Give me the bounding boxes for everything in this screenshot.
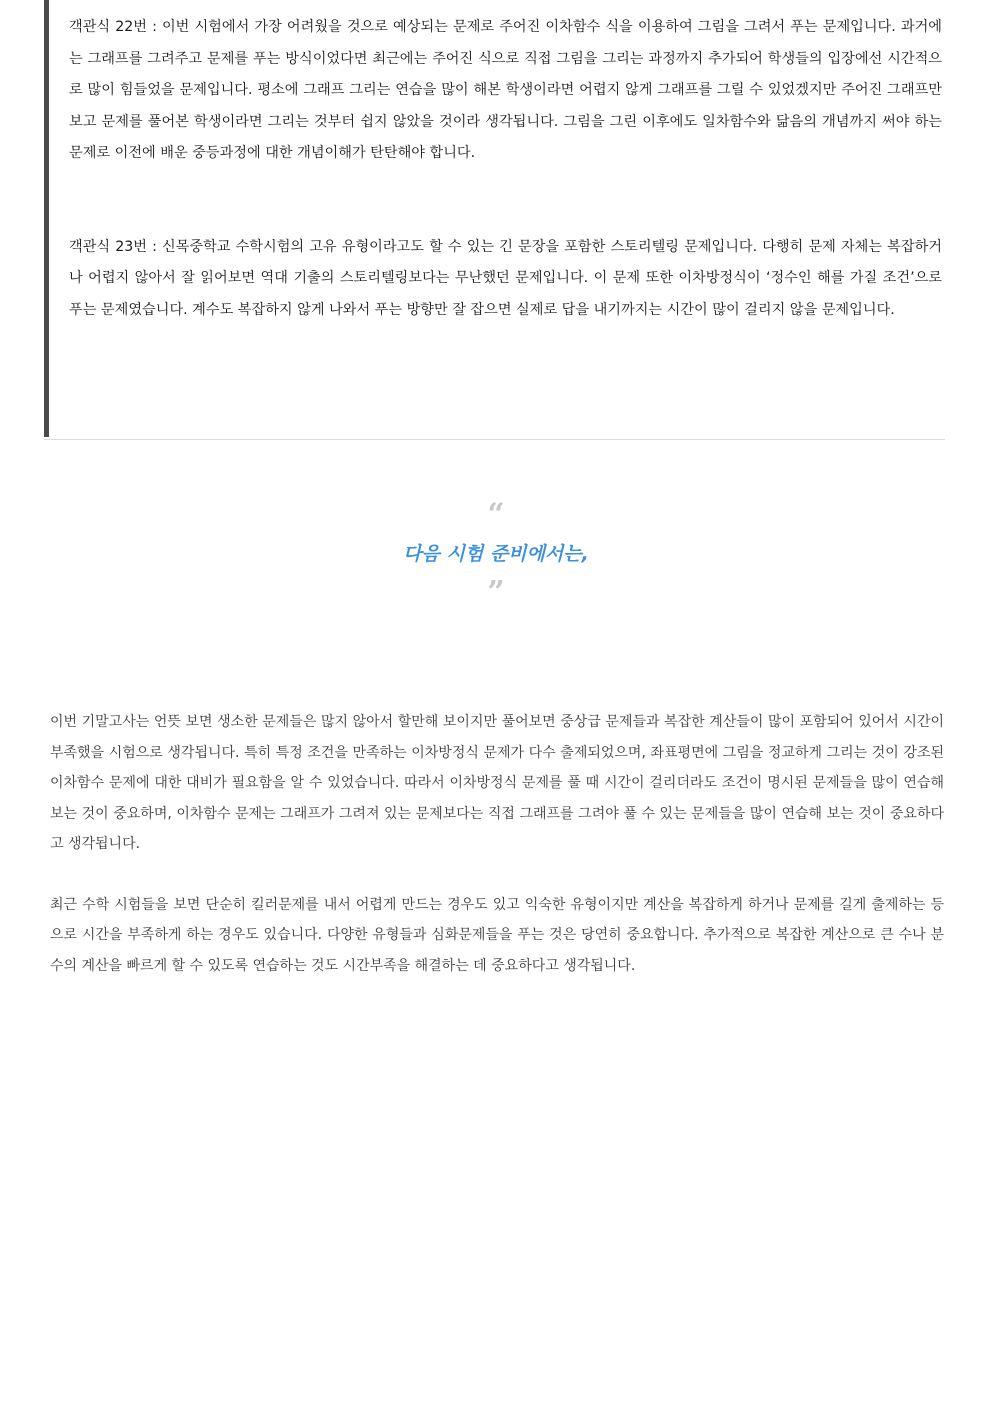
- question-22-analysis: 객관식 22번 : 이번 시험에서 가장 어려웠을 것으로 예상되는 문제로 주어진 이차함수 식을 이용하여 그림을 그려서 푸는 문제입니다. 과거에는 그래프를 그려주고 문제를 푸는 방식이었다면 최근에는 주어진 식으로 직접 그림을 그리는 과정까지 추가되어 학생들의 입장에선 시간적으로 많이 힘들었을 문제입니다. 평소에 그래프 그리는 연습을 많이 해본 학생이라면 어렵지 않게 그래프를 그릴 수 있었겠지만 주어진 그래프만 보고 문제를 풀어본 학생이라면 그리는 것부터 쉽지 않았을 것이라 생각됩니다. 그림을 그린 이후에도 일차함수와 닮음의 개념까지 써야 하는 문제로 이전에 배운 중등과정에 대한 개념이해가 탄탄해야 합니다.: [69, 19, 942, 161]
- study-advice-section: [50, 707, 944, 981]
- pull-quote: [0, 497, 992, 630]
- advice-paragraph-2: 최근 수학 시험들을 보면 단순히 킬러문제를 내서 어렵게 만드는 경우도 있고 익숙한 유형이지만 계산을 복잡하게 하거나 문제를 길게 출제하는 등으로 시간을 부족하게 하는 경우도 있습니다. 다양한 유형들과 심화문제들을 푸는 것은 당연히 중요합니다. 추가적으로 복잡한 계산으로 큰 수나 분수의 계산을 빠르게 할 수 있도록 연습하는 것도 시간부족을 해결하는 데 중요하다고 생각됩니다.: [50, 896, 944, 974]
- exam-analysis-blockquote: [44, 0, 944, 437]
- close-quote-icon: ”: [487, 575, 505, 610]
- open-quote-icon: “: [487, 497, 505, 532]
- pull-quote-text: 다음 시험 준비에서는,: [403, 543, 589, 565]
- advice-paragraph-1: 이번 기말고사는 언뜻 보면 생소한 문제들은 많지 않아서 할만해 보이지만 풀어보면 중상급 문제들과 복잡한 계산들이 많이 포함되어 있어서 시간이 부족했을 시험으로 생각됩니다. 특히 특정 조건을 만족하는 이차방정식 문제가 다수 출제되었으며, 좌표평면에 그림을 정교하게 그리는 것이 강조된 이차함수 문제에 대한 대비가 필요함을 알 수 있었습니다. 따라서 이차방정식 문제를 풀 때 시간이 걸리더라도 조건이 명시된 문제들을 많이 연습해 보는 것이 중요하며, 이차함수 문제는 그래프가 그려져 있는 문제보다는 직접 그래프를 그려야 풀 수 있는 문제들을 많이 연습해 보는 것이 중요하다고 생각됩니다.: [50, 714, 944, 852]
- section-divider: [44, 439, 945, 440]
- question-23-analysis: 객관식 23번 : 신목중학교 수학시험의 고유 유형이라고도 할 수 있는 긴 문장을 포함한 스토리텔링 문제입니다. 다행히 문제 자체는 복잡하거나 어렵지 않아서 잘 읽어보면 역대 기출의 스토리텔링보다는 무난했던 문제입니다. 이 문제 또한 이차방정식이 ‘정수인 해를 가질 조건’으로 푸는 문제였습니다. 계수도 복잡하지 않게 나와서 푸는 방향만 잘 잡으면 실제로 답을 내기까지는 시간이 많이 걸리지 않을 문제입니다.: [69, 238, 942, 318]
